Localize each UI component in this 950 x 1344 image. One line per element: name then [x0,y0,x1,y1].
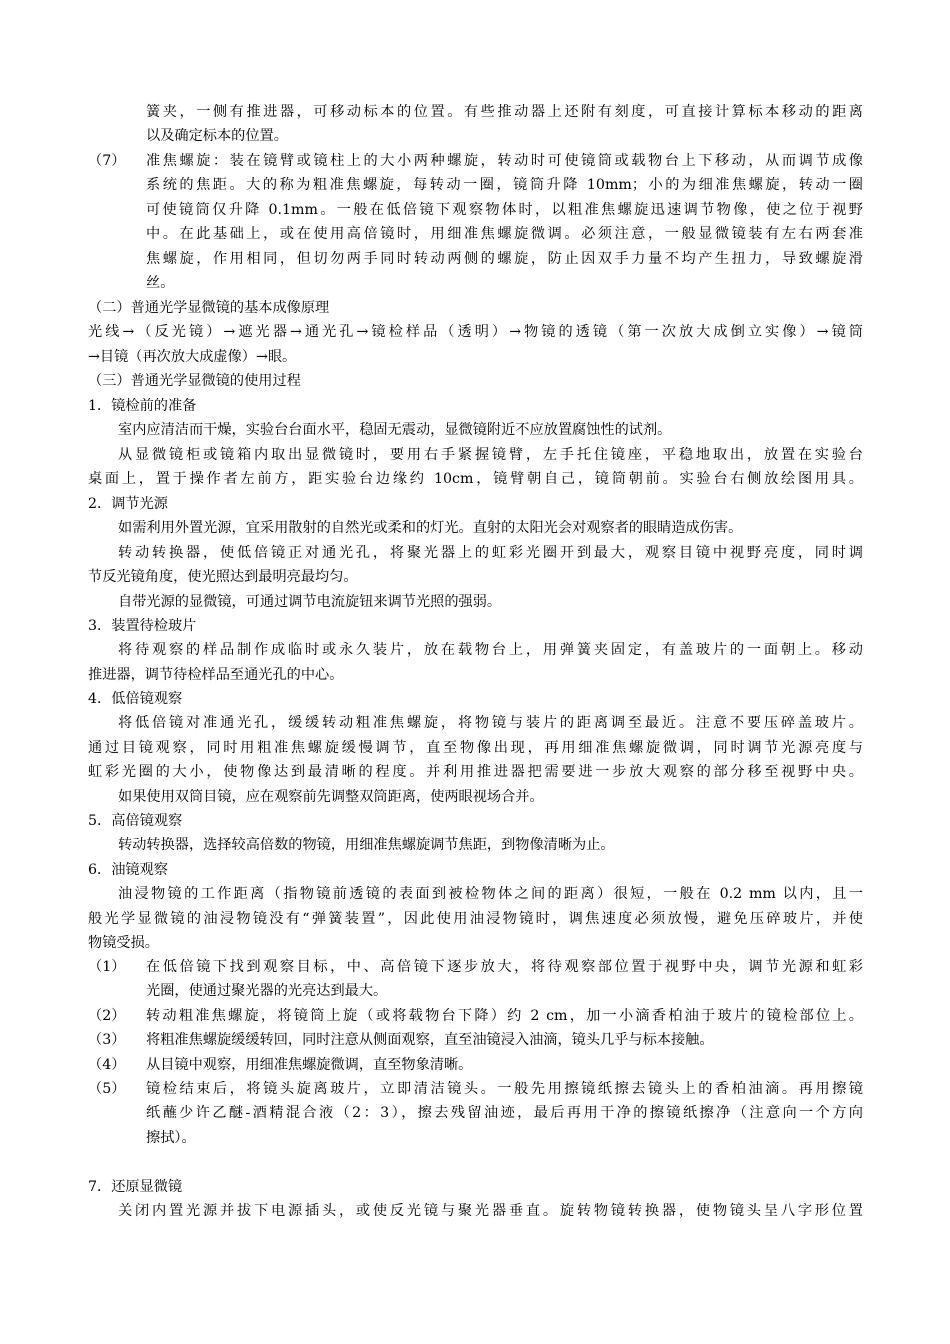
list-item-7-focus-knob [88,149,863,299]
text-line: 节反光镜角度，使光照达到最明亮最均匀。 [88,569,358,586]
text-line: 焦螺旋，作用相同，但切勿两手同时转动两侧的螺旋，防止因双手力量不均产生扭力，导致螺旋滑 [146,250,863,267]
list-number: （7） [88,153,126,169]
step-2-light-source [88,492,863,614]
text-line: 纸蘸少许乙醚-酒精混合液（2：3），擦去残留油迹，最后再用干净的擦镜纸擦净（注意向一个方向 [146,1105,863,1122]
text-line: 通过目镜观察，同时用粗准焦螺旋缓慢调节，直至物像出现，再用细准焦螺旋微调，同时调节光源亮度与 [88,739,863,756]
oil-step-3 [88,1028,863,1053]
step-heading: 3．装置待检玻片 [88,618,197,634]
section-heading: （二）普通光学显微镜的基本成像原理 [88,300,330,316]
text-line: →目镜（再次放大成虚像）→眼。 [88,348,297,365]
list-number: （4） [88,1057,126,1073]
step-4-low-power [88,687,863,809]
list-number: （3） [88,1032,126,1048]
text-line: 转动粗准焦螺旋，将镜筒上旋（或将载物台下降）约 2 cm，加一小滴香柏油于玻片的镜检部位上。 [146,1008,863,1024]
step-heading: 6．油镜观察 [88,862,168,878]
text-line: 物镜受损。 [88,935,159,952]
text-line: 从显微镜柜或镜箱内取出显微镜时，要用右手紧握镜臂，左手托住镜座，平稳地取出，放置在实验台 [118,446,863,463]
step-3-load-slide [88,614,863,687]
text-line: 簧夹，一侧有推进器，可移动标本的位置。有些推动器上还附有刻度，可直接计算标本移动的距离 [146,104,863,120]
text-line: 如果使用双筒目镜，应在观察前先调整双筒距离，使两眼视场合并。 [118,788,544,805]
step-heading: 5．高倍镜观察 [88,813,183,829]
list-number: （1） [88,959,126,975]
step-1-preparation [88,394,863,492]
oil-step-4 [88,1053,863,1078]
text-line: 转动转换器，选择较高倍数的物镜，用细准焦螺旋调节焦距，到物像清晰为止。 [118,837,615,854]
text-line: 如需利用外置光源，宜采用散射的自然光或柔和的灯光。直射的太阳光会对观察者的眼睛造成伤害。 [118,520,743,537]
oil-step-5 [88,1077,863,1151]
text-line: 桌面上，置于操作者左前方，距实验台边缘约 10cm，镜臂朝自己，镜筒朝前。实验台右侧放绘图用具。 [88,471,863,488]
text-line: 镜检结束后，将镜头旋离玻片，立即清洁镜头。一般先用擦镜纸擦去镜头上的香柏油滴。再用擦镜 [146,1081,863,1097]
text-line: 可使镜筒仅升降 0.1mm。一般在低倍镜下观察物体时，以粗准焦螺旋迅速调节物像，使之位于视野 [146,201,863,218]
text-line: 光线→（反光镜）→遮光器→通光孔→镜检样品（透明）→物镜的透镜（第一次放大成倒立实像）→镜筒 [88,324,863,341]
text-line: 推进器，调节待检样品至通光孔的中心。 [88,666,344,683]
text-line: 中。在此基础上，或在使用高倍镜时，用细准焦螺旋微调。必须注意，一般显微镜装有左右两套准 [146,226,863,243]
oil-step-1 [88,955,863,1004]
paragraph-stage-clip-continuation [146,100,863,149]
text-line: 光圈，使通过聚光器的光亮达到最大。 [146,983,388,1000]
text-line: 虹彩光圈的大小，使物像达到最清晰的程度。并利用推进器把需要进一步放大观察的部分移至视野中央。 [88,764,863,781]
text-line: 丝。 [146,275,175,292]
text-line: 自带光源的显微镜，可通过调节电流旋钮来调节光照的强弱。 [118,593,502,610]
step-heading: 7．还原显微镜 [88,1179,183,1195]
list-number: （2） [88,1008,126,1024]
text-line: 般光学显微镜的油浸物镜没有“弹簧装置”，因此使用油浸物镜时，调焦速度必须放慢，避免压碎玻片，并使 [88,910,863,927]
step-heading: 1．镜检前的准备 [88,398,197,414]
step-6-oil-immersion [88,858,863,956]
oil-step-2 [88,1004,863,1029]
text-line: 从目镜中观察，用细准焦螺旋微调，直至物象清晰。 [146,1057,473,1073]
text-line: 关闭内置光源并拔下电源插头，或使反光镜与聚光器垂直。旋转物镜转换器，使物镜头呈八字形位置 [118,1203,863,1220]
text-line: 将粗准焦螺旋缓缓转回，同时注意从侧面观察，直至油镜浸入油滴，镜头几乎与标本接触。 [146,1032,714,1048]
section-imaging-principle [88,296,863,394]
text-line: 油浸物镜的工作距离（指物镜前透镜的表面到被检物体之间的距离）很短，一般在 0.2 mm 以内，且一 [118,886,863,903]
text-line: 在低倍镜下找到观察目标，中、高倍镜下逐步放大，将待观察部位置于视野中央，调节光源和虹彩 [146,959,863,975]
section-heading: （三）普通光学显微镜的使用过程 [88,373,301,390]
step-heading: 2．调节光源 [88,496,168,512]
step-heading: 4．低倍镜观察 [88,691,183,707]
text-line: 室内应清洁而干燥，实验台台面水平，稳固无震动，显微镜附近不应放置腐蚀性的试剂。 [118,422,672,439]
step-7-restore [88,1175,863,1224]
step-5-high-power [88,809,863,858]
text-line: 准焦螺旋：装在镜臂或镜柱上的大小两种螺旋，转动时可使镜筒或载物台上下移动，从而调节成像 [146,153,863,169]
text-line: 系统的焦距。大的称为粗准焦螺旋，每转动一圈，镜筒升降 10mm；小的为细准焦螺旋，转动一圈 [146,177,863,194]
list-number: （5） [88,1081,126,1097]
text-line: 将待观察的样品制作成临时或永久装片，放在载物台上，用弹簧夹固定，有盖玻片的一面朝上。移动 [118,642,863,659]
text-line: 将低倍镜对准通光孔，缓缓转动粗准焦螺旋，将物镜与装片的距离调至最近。注意不要压碎盖玻片。 [118,715,863,732]
text-line: 以及确定标本的位置。 [146,128,288,145]
text-line: 转动转换器，使低倍镜正对通光孔，将聚光器上的虹彩光圈开到最大，观察目镜中视野亮度，同时调 [118,544,863,561]
text-line: 擦拭）。 [146,1129,196,1146]
